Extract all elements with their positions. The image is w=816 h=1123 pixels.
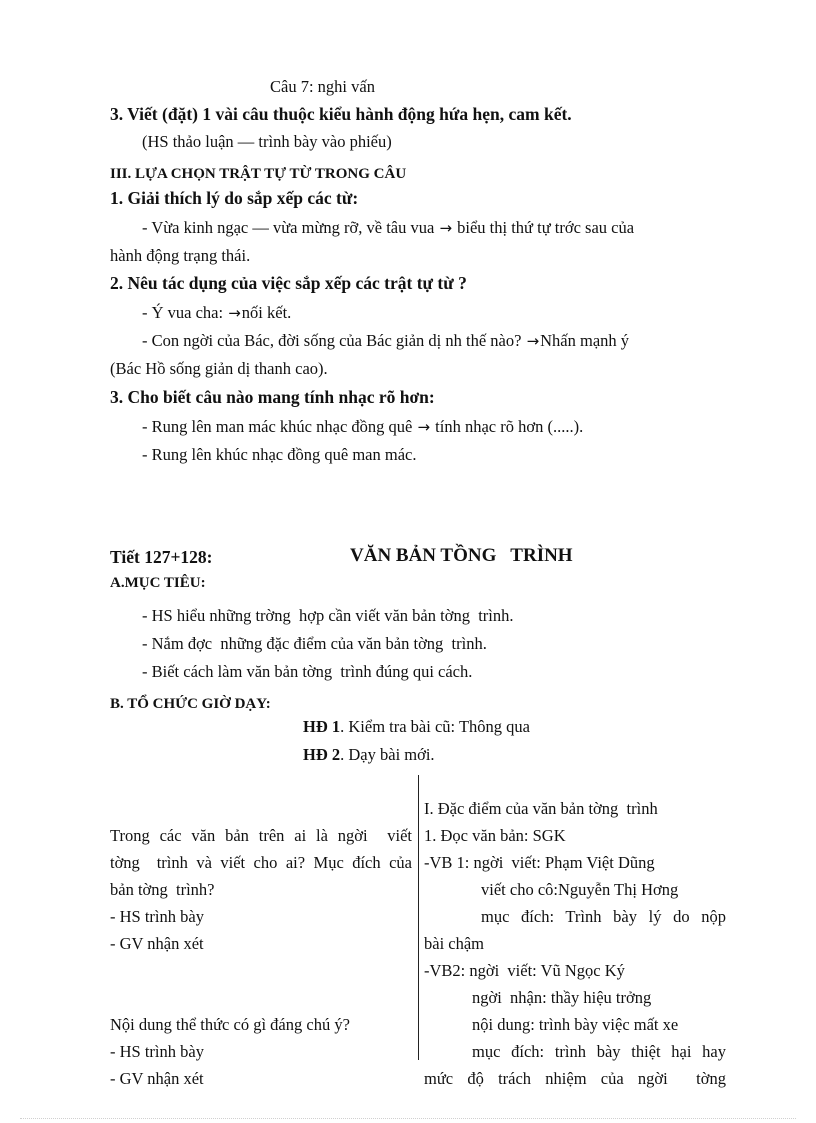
right-vb1-viet-cho: viết cho cô:Nguyễn Thị Hơng [481,880,679,899]
paragraph-thu-tu-part-1: - Vừa kinh ngạc — vừa mừng rỡ, về tâu vua [142,218,435,237]
section-b-title: B. TỔ CHỨC GIỜ DẠY: [110,696,271,712]
paragraph-rung-len-2: - Rung lên khúc nhạc đồng quê man mác. [142,445,417,464]
section-iii-title: III. LỰA CHỌN TRẬT TỰ TỪ TRONG CÂU [110,166,407,182]
right-vb2-trach-nhiem: mức độ trách nhiệm của ngời tờng [424,1069,726,1088]
heading-neu-tac-dung: 2. Nêu tác dụng của việc sắp xếp các trật tự từ ? [110,273,467,293]
right-vb2-muc-dich: mục đích: trình bày thiệt hại hay [472,1042,726,1061]
arrow-right-icon: → [417,418,431,436]
arrow-right-icon: → [228,304,241,322]
paragraph-con-nguoi-bac-part-2: Nhấn mạnh ý [540,331,630,350]
right-vb2-nguoi-viet: -VB2: ngời viết: Vũ Ngọc Ký [424,961,625,980]
paragraph-rung-len-1 [142,417,583,437]
column-divider [418,775,419,1060]
paragraph-y-vua-cha-part-1: - Ý vua cha: [142,303,224,322]
right-vb1-muc-dich: mục đích: Trình bày lý do nộp [481,907,726,926]
heading-cho-biet: 3. Cho biết câu nào mang tính nhạc rõ hơn: [110,387,435,407]
paragraph-rung-len-1-part-2: tính nhạc rõ hơn (.....). [435,417,584,436]
right-heading-dac-diem: I. Đặc điểm của văn bản tờng trình [424,799,658,818]
paragraph-con-nguoi-bac-part-1: - Con ngời của Bác, đời sống của Bác giản dị nh thế nào? [142,331,522,350]
paragraph-con-nguoi-bac-line-1 [142,331,629,351]
muc-tieu-item: - Nắm đợc những đặc điểm của văn bản tờng trình. [142,634,487,653]
question-1-line-2: tờng trình và viết cho ai? Mục đích của [110,853,412,872]
hd-2-line [303,745,435,765]
muc-tieu-item: - HS hiểu những trờng hợp cần viết văn bản tờng trình. [142,606,514,625]
right-vb1-bai-cham: bài chậm [424,934,485,953]
gv-nhan-xet-2: - GV nhận xét [110,1069,204,1088]
lesson-label: Tiết 127+128: [110,547,213,567]
hd-2-label: HĐ 2 [303,745,341,764]
hd-1-line [303,717,530,737]
right-vb1-nguoi-viet: -VB 1: ngời viết: Phạm Việt Dũng [424,853,655,872]
paragraph-thu-tu-part-2: biểu thị thứ tự trớc sau của [457,218,635,237]
section-a-title: A.MỤC TIÊU: [110,575,206,591]
muc-tieu-item: - Biết cách làm văn bản tờng trình đúng qui cách. [142,662,473,681]
line-hs-thao-luan: (HS thảo luận — trình bày vào phiếu) [142,132,392,151]
heading-viet-cau-hua-hen: 3. Viết (đặt) 1 vài câu thuộc kiểu hành động hứa hẹn, cam kết. [110,104,572,124]
paragraph-con-nguoi-bac-line-2: (Bác Hồ sống giản dị thanh cao). [110,359,328,378]
page-bottom-border [20,1118,796,1119]
question-1-line-3: bản tờng trình? [110,880,215,899]
right-vb2-noi-dung: nội dung: trình bày việc mất xe [472,1015,679,1034]
question-1-line-1: Trong các văn bản trên ai là ngời viết [110,826,412,845]
right-doc-van-ban: 1. Đọc văn bản: SGK [424,826,566,845]
lesson-title: VĂN BẢN TỒNG TRÌNH [350,545,573,566]
right-vb2-nguoi-nhan: ngời nhận: thầy hiệu trởng [472,988,652,1007]
hs-trinh-bay-1: - HS trình bày [110,907,204,926]
arrow-right-icon: → [526,332,540,350]
hd-1-text: . Kiểm tra bài cũ: Thông qua [340,717,530,736]
gv-nhan-xet-1: - GV nhận xét [110,934,204,953]
line-cau-7: Câu 7: nghi vấn [270,77,375,96]
hd-1-label: HĐ 1 [303,717,341,736]
heading-giai-thich: 1. Giải thích lý do sắp xếp các từ: [110,188,359,208]
paragraph-thu-tu-line-2: hành động trạng thái. [110,246,251,265]
paragraph-thu-tu-line-1 [142,218,634,238]
hd-2-text: . Dạy bài mới. [340,745,435,764]
question-2: Nội dung thể thức có gì đáng chú ý? [110,1015,350,1034]
paragraph-y-vua-cha [142,303,291,323]
hs-trinh-bay-2: - HS trình bày [110,1042,204,1061]
paragraph-rung-len-1-part-1: - Rung lên man mác khúc nhạc đồng quê [142,417,413,436]
arrow-right-icon: → [439,219,453,237]
paragraph-y-vua-cha-part-2: nối kết. [241,303,292,322]
